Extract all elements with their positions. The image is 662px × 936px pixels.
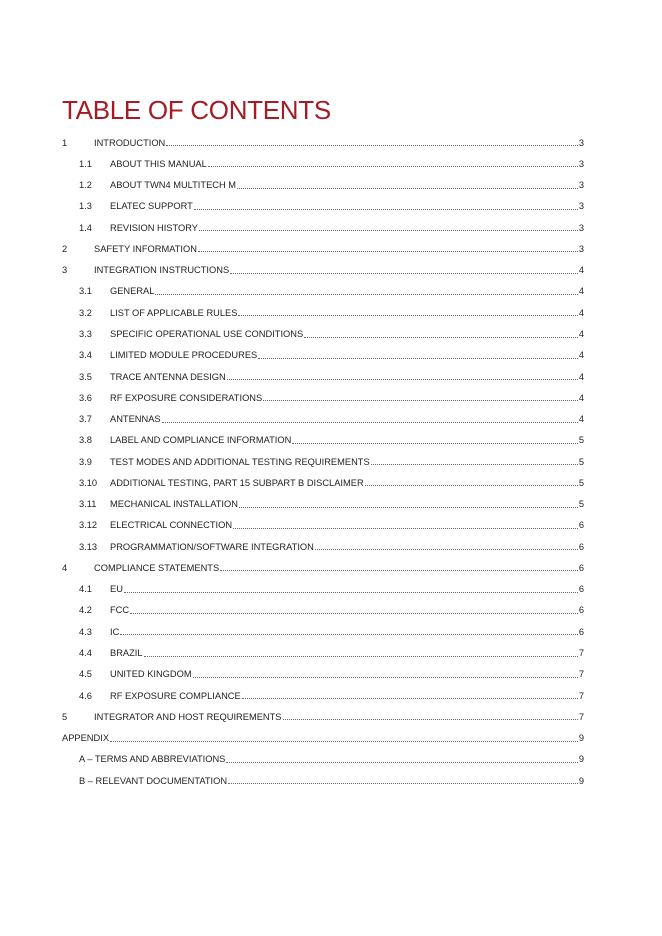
toc-entry-title: SPECIFIC OPERATIONAL USE CONDITIONS [110, 329, 304, 340]
toc-entry-number: 3.9 [79, 456, 92, 467]
toc-entry[interactable] [62, 323, 584, 344]
toc-entry-title: INTEGRATOR AND HOST REQUIREMENTS [94, 711, 282, 722]
toc-entry[interactable] [62, 345, 584, 366]
toc-entry-title: TRACE ANTENNA DESIGN [110, 371, 226, 382]
toc-entry-title: ELATEC SUPPORT [110, 201, 193, 212]
toc-entry-page: 7 [578, 711, 584, 722]
toc-entry-number: 2 [62, 243, 68, 254]
toc-entry-title: RF EXPOSURE COMPLIANCE [110, 690, 241, 701]
toc-entry-page: 3 [578, 180, 584, 191]
toc-entry-title: ABOUT TWN4 MULTITECH M [110, 180, 237, 191]
toc-entry-page: 3 [578, 243, 584, 254]
toc-dot-leader [228, 773, 578, 784]
toc-entry-title: ADDITIONAL TESTING, PART 15 SUBPART B DISCLAIMER [110, 477, 364, 488]
toc-entry-title: PROGRAMMATION/SOFTWARE INTEGRATION [110, 541, 314, 552]
toc-dot-leader [233, 518, 578, 529]
toc-entry-page: 3 [578, 222, 584, 233]
toc-entry[interactable] [62, 366, 584, 387]
toc-entry-title: IC [110, 626, 120, 637]
toc-entry-page: 5 [578, 499, 584, 510]
toc-entry-number: 1.4 [79, 222, 92, 233]
toc-entry-number: 1.1 [79, 158, 92, 169]
toc-entry-title: BRAZIL [110, 648, 143, 658]
toc-entry-page: 4 [578, 350, 584, 361]
toc-entry[interactable] [62, 706, 584, 727]
toc-entry[interactable] [62, 727, 584, 748]
toc-entry-number: 4.2 [79, 605, 92, 616]
toc-entry[interactable] [62, 175, 584, 196]
toc-entry[interactable] [62, 238, 584, 259]
toc-dot-leader [144, 646, 578, 657]
toc-entry[interactable] [62, 515, 584, 536]
toc-dot-leader [365, 475, 578, 486]
toc-entry[interactable] [62, 664, 584, 685]
toc-entry-page: 4 [578, 265, 584, 276]
toc-dot-leader [110, 731, 578, 742]
toc-entry-title: EU [110, 584, 123, 595]
toc-entry-title: TEST MODES AND ADDITIONAL TESTING REQUIREMENTS [110, 456, 370, 467]
toc-title: TABLE OF CONTENTS [62, 95, 331, 125]
toc-entry[interactable] [62, 153, 584, 174]
toc-dot-leader [315, 539, 578, 550]
toc-entry[interactable] [62, 217, 584, 238]
toc-entry-title: SAFETY INFORMATION [94, 243, 197, 254]
toc-entry-page: 6 [578, 584, 584, 595]
toc-entry-title: REVISION HISTORY [110, 222, 198, 233]
toc-entry-page: 4 [578, 392, 584, 403]
toc-entry-number: 4.1 [79, 584, 92, 595]
toc-entry-number: 4.3 [79, 626, 92, 637]
toc-entry-page: 6 [578, 626, 584, 637]
toc-entry[interactable] [62, 260, 584, 281]
toc-entry-page: 6 [578, 520, 584, 531]
toc-entry[interactable] [62, 749, 584, 770]
toc-entry-page: 4 [578, 286, 584, 297]
toc-entry-number: 3.6 [79, 392, 92, 403]
toc-entry-page: 9 [578, 775, 584, 786]
toc-dot-leader [194, 199, 578, 210]
toc-entry-number: 4 [62, 562, 68, 573]
toc-dot-leader [220, 560, 578, 571]
toc-entry-title: FCC [110, 605, 130, 616]
toc-dot-leader [208, 156, 578, 167]
toc-entry-number: 1 [62, 137, 68, 148]
toc-entry-page: 9 [578, 733, 584, 744]
toc-dot-leader [199, 220, 578, 231]
toc-entry-title: INTEGRATION INSTRUCTIONS [94, 265, 230, 276]
toc-entry-page: 6 [578, 541, 584, 552]
toc-entry-number: 3.10 [79, 477, 98, 488]
toc-entry[interactable] [62, 642, 584, 663]
toc-entry-page: 3 [578, 201, 584, 212]
toc-entry-number: 4.4 [79, 648, 92, 658]
toc-dot-leader [371, 454, 578, 465]
toc-entry-title: APPENDIX [62, 733, 110, 744]
toc-entry[interactable] [62, 451, 584, 472]
toc-entry-number: 3.3 [79, 329, 92, 340]
toc-entry-number: 5 [62, 711, 68, 722]
toc-entry[interactable] [62, 281, 584, 302]
toc-dot-leader [230, 263, 578, 274]
toc-dot-leader [238, 305, 577, 316]
toc-dot-leader [237, 178, 578, 189]
toc-entry[interactable] [62, 557, 584, 578]
toc-entry-title: ABOUT THIS MANUAL [110, 158, 207, 169]
toc-entry-title: A – TERMS AND ABBREVIATIONS [79, 754, 226, 765]
toc-dot-leader [198, 241, 578, 252]
toc-entry-number: 3.11 [79, 499, 97, 510]
toc-dot-leader [242, 688, 578, 699]
toc-dot-leader [258, 348, 578, 359]
toc-entry-page: 4 [578, 414, 584, 425]
toc-entry-title: RF EXPOSURE CONSIDERATIONS [110, 392, 263, 403]
toc-dot-leader [166, 135, 578, 146]
toc-entry-number: 3.12 [79, 520, 98, 531]
toc-entry[interactable] [62, 494, 584, 515]
toc-dot-leader [130, 603, 578, 614]
toc-entry-page: 5 [578, 435, 584, 446]
toc-entry-page: 4 [578, 329, 584, 340]
toc-entry[interactable] [62, 430, 584, 451]
toc-dot-leader [283, 709, 578, 720]
toc-entry-number: 1.3 [79, 201, 92, 212]
toc-entry-title: B – RELEVANT DOCUMENTATION [79, 775, 228, 786]
toc-entry-title: LABEL AND COMPLIANCE INFORMATION [110, 435, 292, 446]
toc-entry-title: LIMITED MODULE PROCEDURES [110, 350, 258, 361]
toc-dot-leader [120, 624, 578, 635]
toc-entry-number: 1.2 [79, 180, 92, 191]
toc-dot-leader [226, 752, 577, 763]
toc-entry-number: 3.8 [79, 435, 92, 446]
toc-entry-title: INTRODUCTION [94, 137, 166, 148]
toc-entry-title: ELECTRICAL CONNECTION [110, 520, 233, 531]
toc-entry-page: 7 [578, 648, 584, 658]
toc-entry[interactable] [62, 685, 584, 706]
toc-entry[interactable] [62, 621, 584, 642]
toc-dot-leader [239, 497, 578, 508]
toc-entry-title: MECHANICAL INSTALLATION [110, 499, 238, 510]
toc-entry-number: 3.7 [79, 414, 92, 425]
toc-entry-title: LIST OF APPLICABLE RULES [110, 307, 238, 318]
toc-dot-leader [162, 412, 578, 423]
toc-entry[interactable] [62, 132, 584, 153]
toc-entry-title: ANTENNAS [110, 414, 161, 425]
toc-entry-page: 5 [578, 477, 584, 488]
toc-entry-page: 3 [578, 137, 584, 148]
toc-entry[interactable] [62, 770, 584, 791]
toc-dot-leader [124, 582, 578, 593]
toc-entry-page: 4 [578, 371, 584, 382]
toc-entry-number: 3 [62, 265, 68, 276]
toc-entry[interactable] [62, 302, 584, 323]
toc-entry[interactable] [62, 408, 584, 429]
toc-entry[interactable] [62, 600, 584, 621]
toc-dot-leader [292, 433, 578, 444]
toc-dot-leader [304, 327, 578, 338]
toc-entry-page: 3 [578, 158, 584, 169]
toc-entry[interactable] [62, 196, 584, 217]
toc-entry-page: 4 [578, 307, 584, 318]
toc-entry[interactable] [62, 472, 584, 493]
toc-dot-leader [263, 390, 578, 401]
toc-entry[interactable] [62, 387, 584, 408]
toc-entry-page: 9 [578, 754, 584, 765]
toc-entry-number: 3.5 [79, 371, 92, 382]
toc-entry-page: 7 [578, 669, 584, 680]
toc-dot-leader [155, 284, 577, 295]
toc-dot-leader [193, 667, 578, 678]
toc-entry-title: UNITED KINGDOM [110, 669, 192, 680]
toc-entry-page: 6 [578, 605, 584, 616]
toc-entry-page: 7 [578, 690, 584, 701]
toc-entry-number: 3.1 [79, 286, 92, 297]
toc-entry-title: COMPLIANCE STATEMENTS [94, 562, 220, 573]
toc-entry-number: 4.5 [79, 669, 92, 680]
toc-entry[interactable] [62, 536, 584, 557]
toc-entry-page: 6 [578, 562, 584, 573]
toc-entry-page: 5 [578, 456, 584, 467]
toc-entry-number: 3.13 [79, 541, 98, 552]
toc-entry-number: 3.4 [79, 350, 92, 361]
toc-entry[interactable] [62, 579, 584, 600]
toc-entry-title: GENERAL [110, 286, 155, 297]
toc-entry-number: 3.2 [79, 307, 92, 318]
toc-dot-leader [227, 369, 578, 380]
toc-entry-number: 4.6 [79, 690, 92, 701]
table-of-contents [62, 132, 584, 791]
